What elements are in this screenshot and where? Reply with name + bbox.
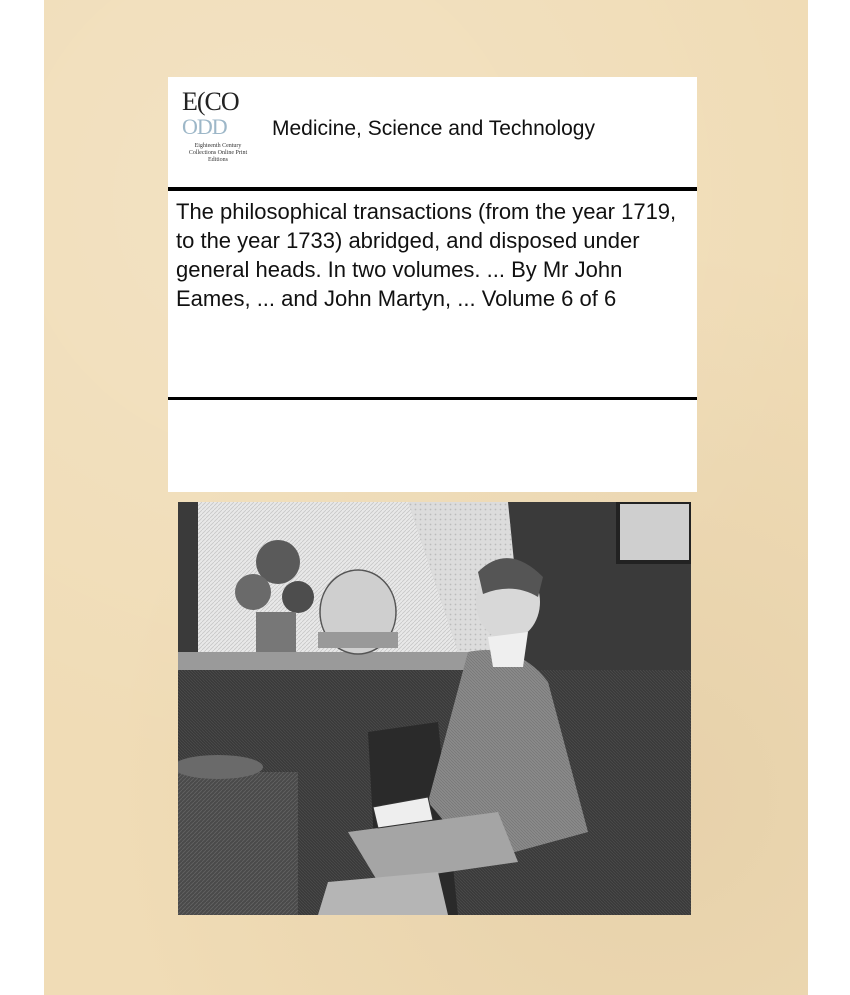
logo-mark-secondary: ODD xyxy=(182,114,227,139)
title-panel xyxy=(168,77,697,492)
logo-mark: E(CO xyxy=(182,87,239,116)
ecco-logo xyxy=(182,89,264,177)
divider-bottom xyxy=(168,397,697,400)
series-title: Medicine, Science and Technology xyxy=(272,117,595,140)
book-title: The philosophical transactions (from the year 1719, to the year 1733) abridged, and disposed under general heads. In two volumes. ... By Mr John Eames, ... and John Martyn, ... Volume 6 of 6 xyxy=(176,199,677,311)
header-row xyxy=(168,77,697,185)
logo-subtitle: Eighteenth Century Collections Online Print Editions xyxy=(188,143,248,163)
cover-illustration xyxy=(178,502,691,915)
divider-top xyxy=(168,187,697,191)
